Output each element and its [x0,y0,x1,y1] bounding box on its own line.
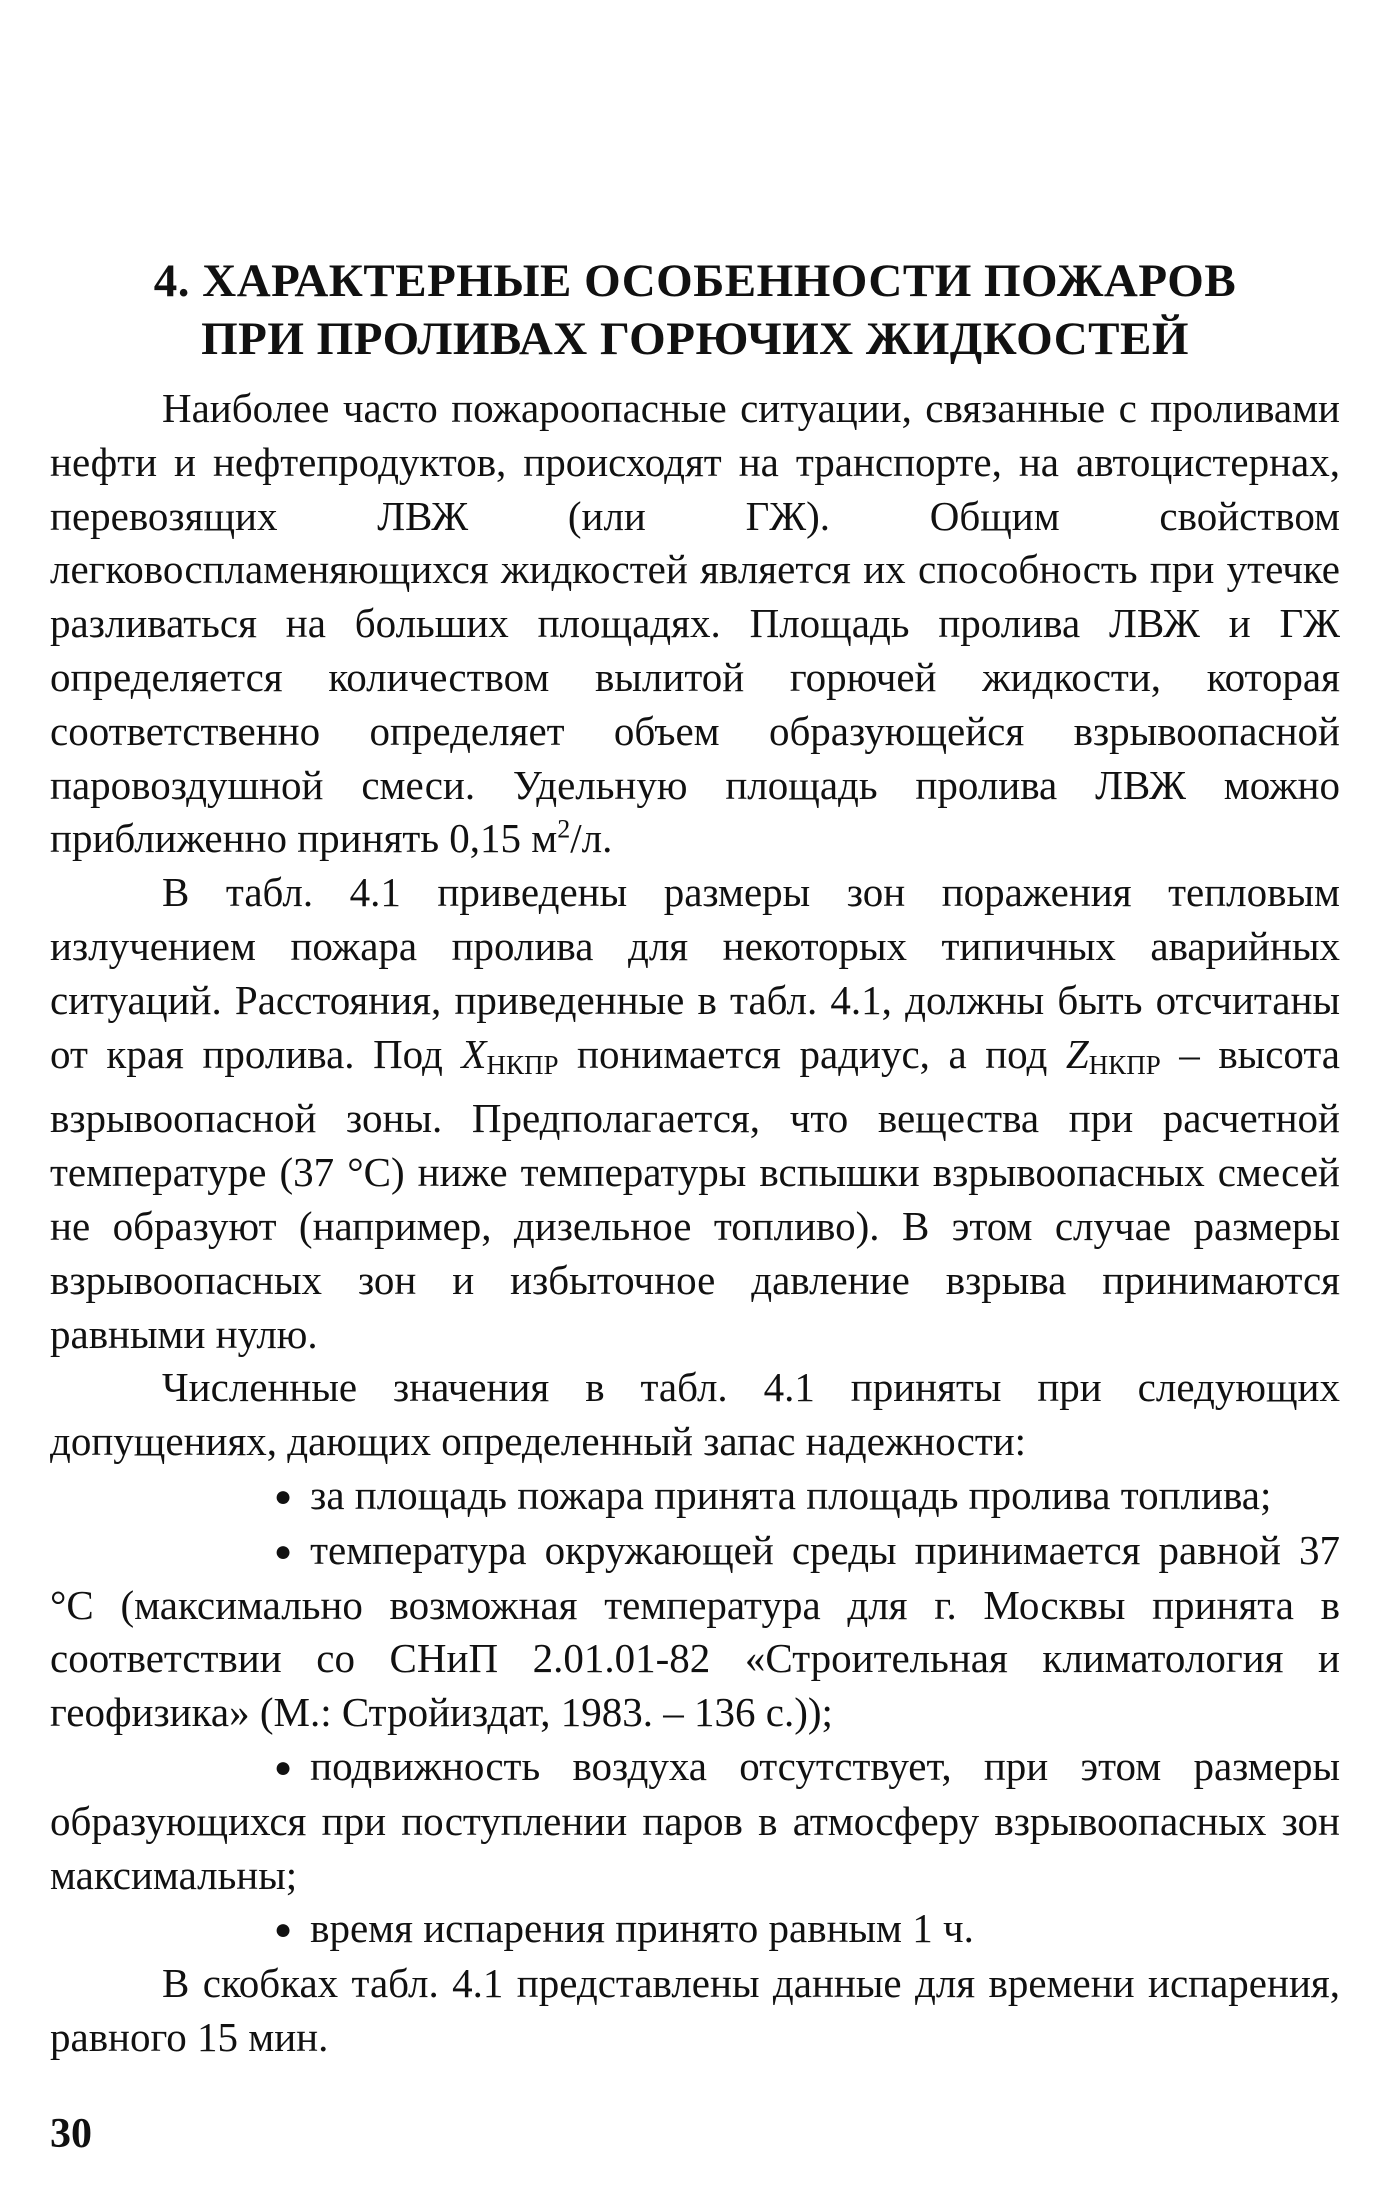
bullet-icon: ● [274,1913,293,1947]
bullet-text: время испарения принято равным 1 ч. [310,1905,974,1952]
paragraph-2-part-2: понимается радиус, а под [558,1030,1066,1077]
paragraph-3: Численные значения в табл. 4.1 приняты при следующих допущениях, дающих определенный запас надежности: [50,1364,1340,1465]
bullet-icon: ● [274,1479,293,1513]
superscript-2: 2 [557,814,571,844]
heading-line-1: 4. ХАРАКТЕРНЫЕ ОСОБЕННОСТИ ПОЖАРОВ [153,255,1237,307]
z-symbol: Z [1065,1030,1089,1077]
bullet-text: температура окружающей среды принимается равной 37 °С (максимально возможная температура для г. Москвы принята в соответствии со СНиП 2.01.01-82 «Строительная климатология и геофизика» (М.: Стройиздат, 1983. – 136 с.)); [50,1526,1340,1736]
paragraph-1-tail: /л. [570,815,613,862]
x-subscript: НКПР [486,1049,559,1080]
x-symbol: X [461,1030,487,1077]
bullet-item [50,1469,1340,1524]
body-text [50,382,1340,2065]
page-number: 30 [50,2111,92,2157]
paragraph-2-part-1: В табл. 4.1 приведены размеры зон поражения тепловым излучением пожара пролива для некоторых типичных аварийных ситуаций. Расстояния, приведенные в табл. 4.1, должны быть отсчитаны от края пролива. Под [50,869,1340,1077]
bullet-item [50,1740,1340,1902]
z-subscript: НКПР [1088,1049,1161,1080]
page-content [50,252,1340,2065]
bullet-icon: ● [274,1534,293,1568]
paragraph-4: В скобках табл. 4.1 представлены данные для времени испарения, равного 15 мин. [50,1960,1340,2060]
paragraph-2-part-3: – высота взрывоопасной зоны. Предполагается, что вещества при расчетной температуре (37 °С) ниже температуры вспышки взрывоопасных смесей не образуют (например, дизельное топливо). В этом случае размеры взрывоопасных зон и избыточное давление взрыва принимаются равными нулю. [50,1030,1340,1357]
heading-line-2: ПРИ ПРОЛИВАХ ГОРЮЧИХ ЖИДКОСТЕЙ [201,313,1189,365]
bullet-item [50,1524,1340,1740]
bullet-text: за площадь пожара принята площадь пролива топлива; [310,1471,1272,1518]
bullet-item [50,1902,1340,1957]
paragraph-1 [50,382,1340,866]
bullet-text: подвижность воздуха отсутствует, при этом размеры образующихся при поступлении паров в атмосферу взрывоопасных зон максимальны; [50,1742,1340,1898]
bullet-icon: ● [274,1750,293,1784]
paragraph-1-text: Наиболее часто пожароопасные ситуации, связанные с проливами нефти и нефтепродуктов, происходят на транспорте, на автоцистернах, перевозящих ЛВЖ (или ГЖ). Общим свойством легковоспламеняющихся жидкостей является их способность при утечке разливаться на больших площадях. Площадь пролива ЛВЖ и ГЖ определяется количеством вылитой горючей жидкости, которая соответственно определяет объем образующейся взрывоопасной паровоздушной смеси. Удельную площадь пролива ЛВЖ можно приближенно принять 0,15 м [50,385,1340,862]
paragraph-2 [50,866,1340,1361]
chapter-heading [50,252,1340,368]
